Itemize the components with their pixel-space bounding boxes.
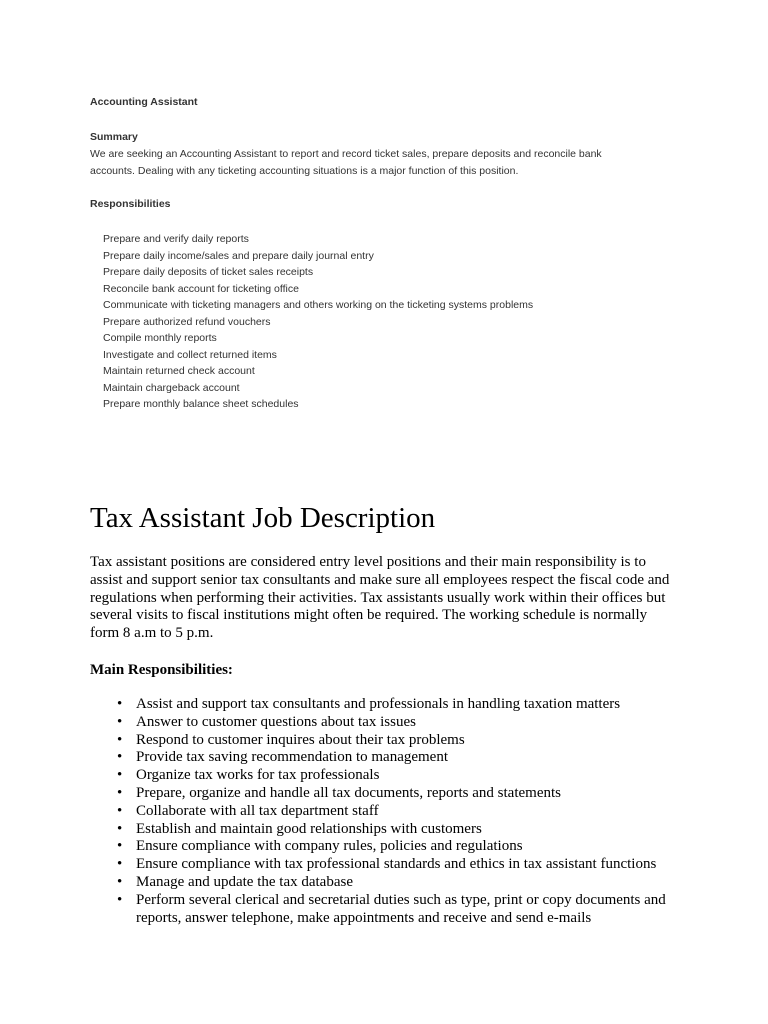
summary-line: We are seeking an Accounting Assistant to report and record ticket sales, prepare deposits and reconcile bank [90, 148, 602, 160]
tax-responsibilities-list [136, 696, 681, 927]
intro-line: form 8 a.m to 5 p.m. [90, 625, 214, 642]
intro-line: assist and support senior tax consultants and make sure all employees respect the fiscal code and [90, 571, 670, 588]
list-item: Prepare authorized refund vouchers [103, 315, 271, 328]
summary-heading: Summary [90, 131, 138, 143]
bullet-item: • Provide tax saving recommendation to management [136, 749, 681, 767]
bullet-item: • Prepare, organize and handle all tax documents, reports and statements [136, 785, 681, 803]
intro-line: several visits to fiscal institutions might often be required. The working schedule is normally [90, 607, 648, 624]
list-item: Investigate and collect returned items [103, 348, 277, 361]
list-item: Prepare monthly balance sheet schedules [103, 398, 299, 410]
bullet-item: • Ensure compliance with tax professional standards and ethics in tax assistant functions [136, 856, 681, 874]
accounting-assistant-title: Accounting Assistant [90, 96, 198, 108]
list-item: Maintain returned check account [103, 365, 255, 377]
intro-line: Tax assistant positions are considered entry level positions and their main responsibility is to [90, 554, 646, 570]
intro-line: regulations when performing their activities. Tax assistants usually work within their offices but [90, 589, 666, 606]
list-item: Prepare daily deposits of ticket sales receipts [103, 266, 314, 278]
list-item: Reconcile bank account for ticketing office [103, 282, 299, 295]
list-item: Maintain chargeback account [103, 381, 240, 394]
bullet-item: • Organize tax works for tax professionals [136, 767, 681, 785]
bullet-item: • Assist and support tax consultants and professionals in handling taxation matters [136, 696, 681, 714]
bullet-item: • Answer to customer questions about tax issues [136, 714, 681, 732]
bullet-item: • Respond to customer inquires about their tax problems [136, 732, 681, 750]
tax-assistant-title: Tax Assistant Job Description [90, 502, 436, 534]
accounting-responsibilities-list [103, 231, 533, 413]
list-item: Prepare daily income/sales and prepare daily journal entry [103, 249, 374, 262]
bullet-item: • Establish and maintain good relationships with customers [136, 821, 681, 839]
main-responsibilities-heading: Main Responsibilities: [90, 662, 233, 678]
summary-line: accounts. Dealing with any ticketing accounting situations is a major function of this position. [90, 164, 519, 177]
list-item: Communicate with ticketing managers and others working on the ticketing systems problems [103, 299, 534, 311]
bullet-item: • Ensure compliance with company rules, policies and regulations [136, 838, 681, 856]
bullet-item: • Perform several clerical and secretarial duties such as type, print or copy documents and reports, answer telephone, make appointments and receive and send e-mails [136, 892, 681, 928]
summary-paragraph [90, 146, 602, 179]
bullet-item: • Manage and update the tax database [136, 874, 681, 892]
responsibilities-heading: Responsibilities [90, 198, 171, 210]
list-item: Compile monthly reports [103, 332, 217, 344]
list-item: Prepare and verify daily reports [103, 233, 249, 245]
tax-intro-paragraph [90, 554, 669, 643]
bullet-item: • Collaborate with all tax department staff [136, 803, 681, 821]
